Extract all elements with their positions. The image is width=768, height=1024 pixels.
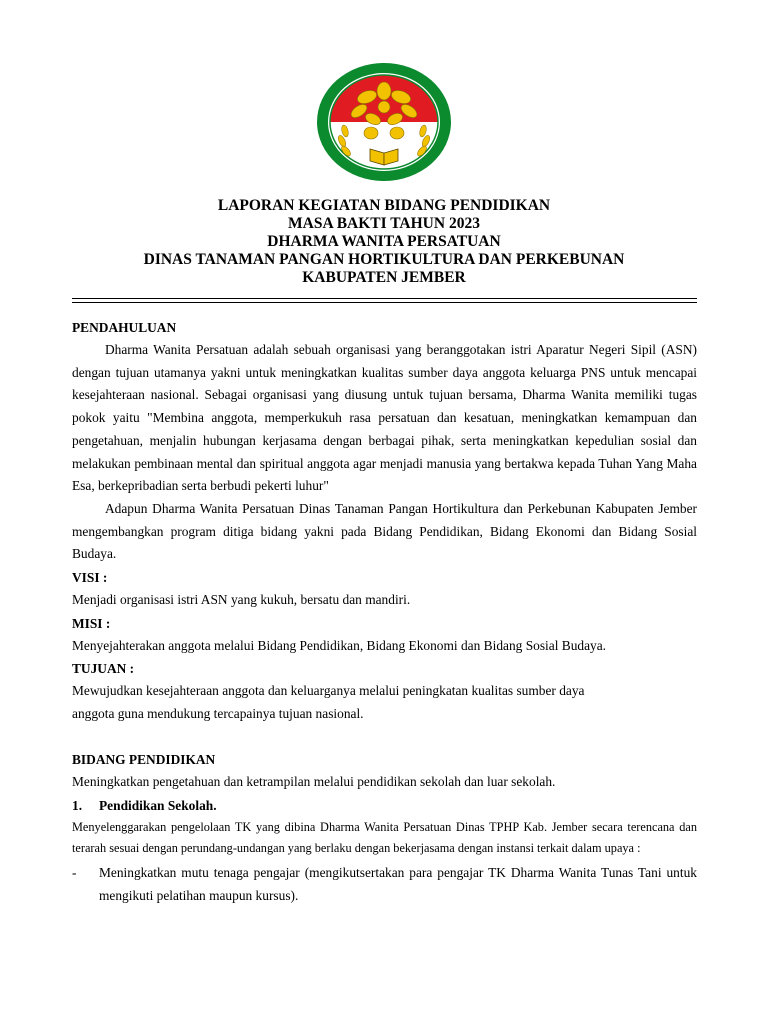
tujuan-text-line-2: anggota guna mendukung tercapainya tujuan nasional.	[72, 706, 364, 722]
item-number: 1.	[72, 797, 83, 813]
tujuan-heading: TUJUAN :	[72, 661, 135, 677]
pendahuluan-heading: PENDAHULUAN	[72, 320, 177, 335]
report-body	[72, 316, 697, 907]
pendahuluan-paragraph-1: Dharma Wanita Persatuan adalah sebuah organisasi yang beranggotakan istri Aparatur Negeri Sipil (ASN) dengan tujuan utamanya yakni untuk meningkatkan kualitas sumber daya anggota keluarga PNS untuk mencapai kesejahteraan nasional. Sebagai organisasi yang diusung untuk tujuan bersama, Dharma Wanita memiliki tugas pokok yaitu "Membina anggota, memperkukuh rasa persatuan dan kesatuan, meningkatkan kemampuan dan pengetahuan, menjalin hubungan kerjasama dengan berbagai pihak, serta meningkatkan kepedulian sosial dan melakukan pembinaan mental dan spiritual anggota agar menjadi manusia yang bertakwa kepada Tuhan Yang Maha Esa, berkepribadian serta berbudi pekerti luhur"	[72, 342, 697, 494]
bullet-dash: -	[72, 864, 77, 880]
double-rule-bottom	[72, 302, 697, 303]
title-line-3: DHARMA WANITA PERSATUAN	[267, 233, 501, 250]
list-item	[72, 862, 697, 907]
title-line-2: MASA BAKTI TAHUN 2023	[288, 215, 480, 232]
bullet-text: Meningkatkan mutu tenaga pengajar (mengikutsertakan para pengajar TK Dharma Wanita Tunas Tani untuk mengikuti pelatihan maupun kursus).	[99, 864, 697, 903]
title-line-5: KABUPATEN JEMBER	[302, 269, 466, 286]
misi-text: Menyejahterakan anggota melalui Bidang Pendidikan, Bidang Ekonomi dan Bidang Sosial Budaya.	[72, 637, 607, 653]
pendahuluan-paragraph-2: Adapun Dharma Wanita Persatuan Dinas Tanaman Pangan Hortikultura dan Perkebunan Kabupaten Jember mengembangkan program ditiga bidang yakni pada Bidang Pendidikan, Bidang Ekonomi dan Bidang Sosial Budaya.	[72, 500, 697, 562]
item-1-description: Menyelenggarakan pengelolaan TK yang dibina Dharma Wanita Persatuan Dinas TPHP Kab. Jember secara terencana dan terarah sesuai dengan perundang-undangan yang berlaku dengan bekerjasama dengan instansi terkait dalam upaya :	[72, 819, 697, 855]
title-line-1: LAPORAN KEGIATAN BIDANG PENDIDIKAN	[217, 197, 551, 214]
report-title	[72, 197, 696, 287]
title-line-4: DINAS TANAMAN PANGAN HORTIKULTURA DAN PERKEBUNAN	[143, 251, 625, 268]
bidang-pendidikan-intro: Meningkatkan pengetahuan dan ketrampilan melalui pendidikan sekolah dan luar sekolah.	[72, 773, 556, 789]
misi-heading: MISI :	[72, 615, 111, 631]
bidang-pendidikan-heading: BIDANG PENDIDIKAN	[72, 751, 216, 767]
tujuan-text-line-1: Mewujudkan kesejahteraan anggota dan keluarganya melalui peningkatan kualitas sumber daya	[72, 683, 585, 699]
item-title: Pendidikan Sekolah.	[99, 797, 217, 813]
double-rule-top	[72, 298, 697, 299]
dharma-wanita-emblem-icon	[315, 61, 453, 183]
visi-text: Menjadi organisasi istri ASN yang kukuh, bersatu dan mandiri.	[72, 592, 411, 608]
visi-heading: VISI :	[72, 570, 108, 586]
numbered-item-1	[72, 794, 697, 817]
